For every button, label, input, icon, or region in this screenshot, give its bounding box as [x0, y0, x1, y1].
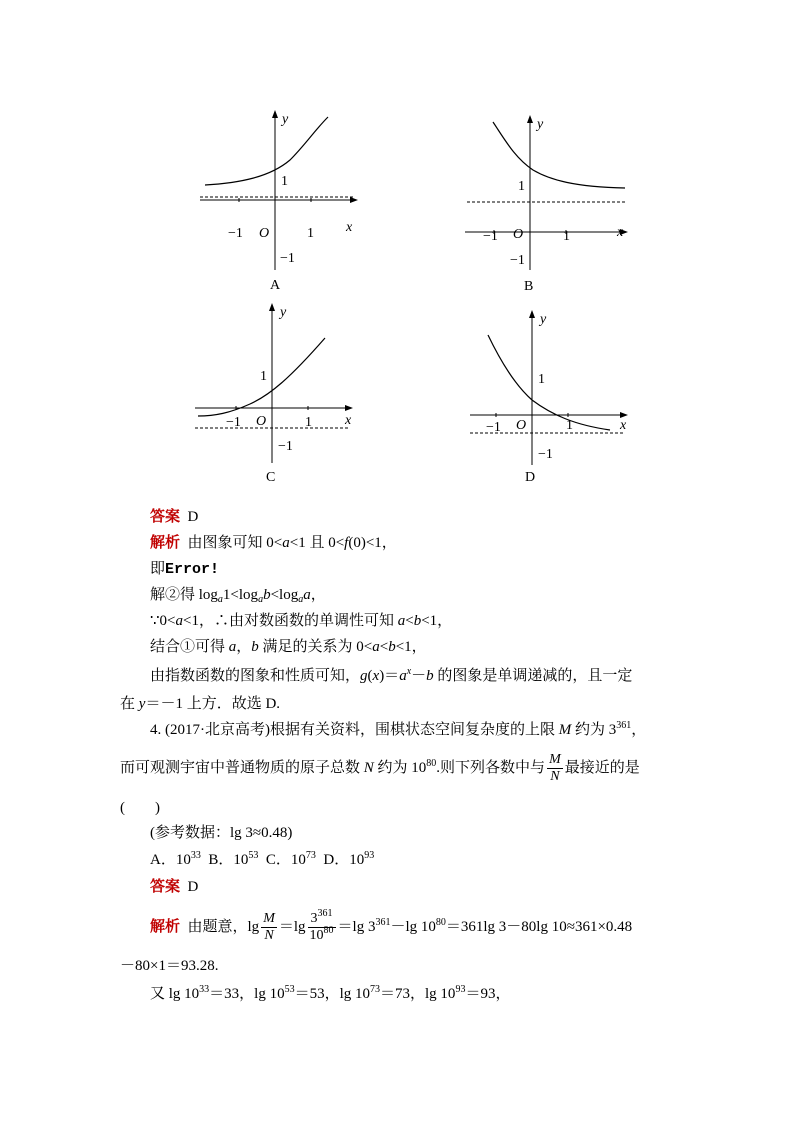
x-axis-label: x	[617, 225, 624, 240]
option-a: A．10	[150, 852, 191, 868]
options-line: A．$10^{33}$ B．$10^{53}$ C．$10^{73}$ D．$10^{93}$	[150, 850, 375, 868]
origin-label: O	[256, 414, 267, 429]
y-axis-label: y	[540, 312, 547, 327]
analysis-line-5: 结合①可得 a，b 满足的关系为 0<a<b<1，	[150, 639, 427, 655]
fraction-3-361-over-10-80: $\frac{3^{361}}{10^{80}}$	[309, 908, 334, 944]
graph-b	[455, 110, 645, 300]
answer-paren: ( )	[120, 800, 160, 816]
origin-label: O	[516, 418, 527, 433]
y-axis-label: y	[282, 112, 289, 127]
tick-one-x: 1	[305, 415, 312, 430]
fraction-m-n: $\frac{M}{N}$	[263, 911, 275, 944]
tick-one-x: 1	[307, 226, 314, 241]
analysis-line-6: 由指数函数的图象和性质可知，$g(x)=a^x-b$ 的图象是单调递减的，且一定	[150, 666, 633, 684]
question-4-line-1: 4. (2017·北京高考)根据有关资料，围棋状态空间复杂度的上限 M 约为 $3^{361}$，	[150, 720, 647, 738]
tick-one-y: 1	[260, 369, 267, 384]
tick-neg-x: −1	[226, 415, 241, 430]
tick-one-y: 1	[518, 179, 525, 194]
analysis-label: 解析	[150, 919, 181, 935]
fraction-m-n: $\frac{M}{N}$	[549, 752, 561, 784]
option-c: C．10	[265, 852, 306, 868]
answer-line-2	[150, 876, 198, 898]
analysis2-line-3: 又 $\lg 10^{33}=33$，$\lg 10^{53}=53$，$\lg 10^{73}=73$，$\lg 10^{93}=93$，	[150, 984, 511, 1002]
tick-neg-y: −1	[538, 447, 553, 462]
analysis-line-2: 即Error!	[150, 561, 220, 578]
option-b: B．10	[208, 852, 249, 868]
error-text: Error!	[165, 561, 220, 578]
analysis2-line-2: －80×1＝93.28.	[120, 958, 219, 974]
question-4-line-2: 而可观测宇宙中普通物质的原子总数 N 约为 $10^{80}$.则下列各数中与 $\frac{M}{N}$ 最接近的是	[120, 752, 640, 784]
graph-d	[460, 305, 650, 495]
graph-a	[190, 105, 380, 295]
reference-data: (参考数据：lg 3≈0.48)	[150, 825, 293, 841]
graph-c	[190, 298, 380, 488]
tick-neg-y: −1	[510, 253, 525, 268]
analysis-line-1: 解析 由图象可知 0<a<1 且 0<f(0)<1，	[150, 535, 397, 551]
graph-letter: C	[266, 470, 276, 485]
tick-one-y: 1	[538, 372, 545, 387]
graph-letter: B	[524, 279, 534, 294]
analysis-label: 解析	[150, 535, 181, 551]
x-axis-label: x	[620, 418, 627, 433]
tick-one-x: 1	[566, 418, 573, 433]
tick-one-y: 1	[281, 174, 288, 189]
tick-neg-y: −1	[280, 251, 295, 266]
answer-line-1	[150, 506, 198, 528]
y-axis-label: y	[280, 305, 287, 320]
tick-neg-x: −1	[483, 229, 498, 244]
analysis2-line-1: 解析 由题意，lg $\frac{M}{N}$ ＝lg $\frac{3^{361}}{10^{80}}$ ＝lg $3^{361}-\lg$ $10^{80}=361\lg$ 3－80lg 10≈361×0.48	[150, 908, 633, 944]
tick-one-x: 1	[563, 229, 570, 244]
graph-letter: A	[270, 278, 281, 293]
x-axis-label: x	[346, 220, 353, 235]
answer-value: D	[187, 509, 199, 525]
analysis-line-4: ∵0<a<1，∴由对数函数的单调性可知 a<b<1，	[150, 613, 453, 629]
x-axis-label: x	[345, 413, 352, 428]
answer-label: 答案	[150, 509, 181, 525]
analysis-line-3: 解②得 $\log_a1<\log_ab<\log_aa$，	[150, 587, 326, 605]
tick-neg-x: −1	[228, 226, 243, 241]
y-axis-label: y	[537, 117, 544, 132]
answer-label: 答案	[150, 879, 181, 895]
option-d: D．10	[323, 852, 365, 868]
origin-label: O	[259, 226, 270, 241]
tick-neg-y: −1	[278, 439, 293, 454]
answer-value: D	[187, 879, 199, 895]
analysis-line-7: 在 y＝－1 上方．故选 D.	[120, 696, 281, 712]
graph-letter: D	[525, 470, 536, 485]
origin-label: O	[513, 227, 524, 242]
tick-neg-x: −1	[486, 420, 501, 435]
